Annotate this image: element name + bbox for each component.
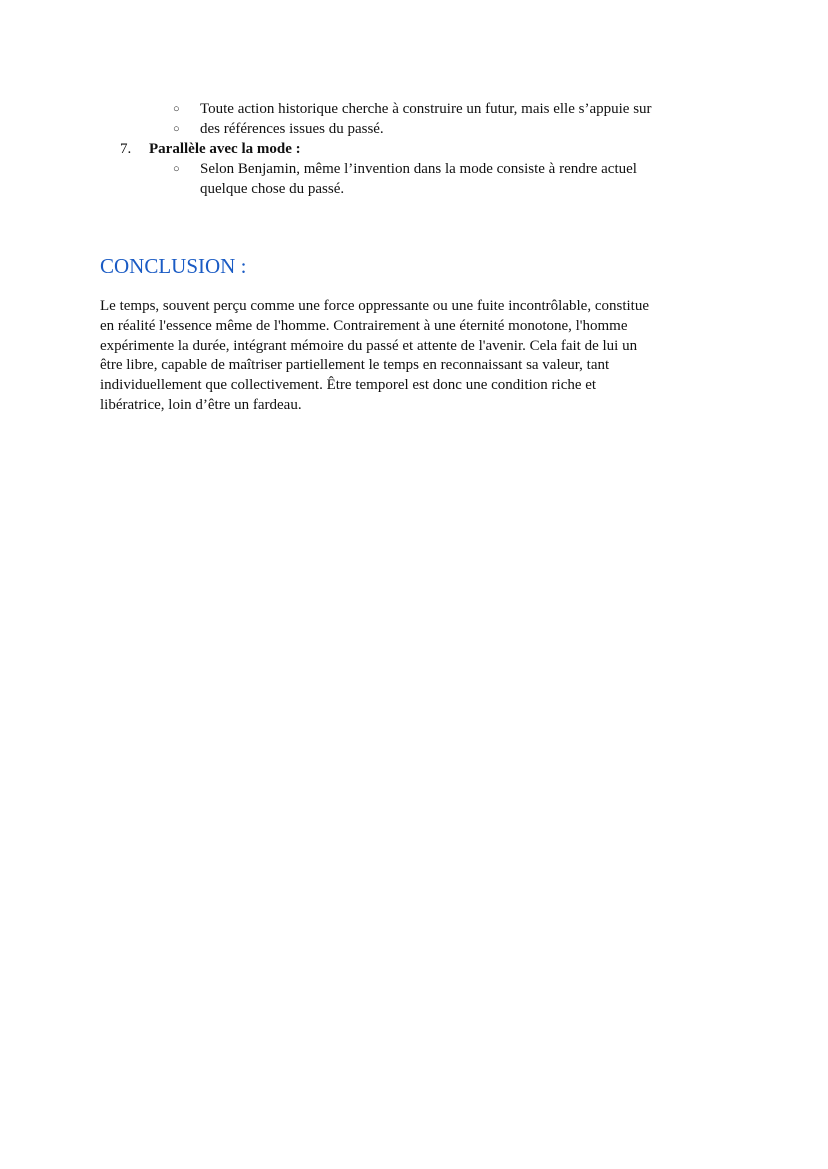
conclusion-paragraph [100,297,649,416]
bullet-icon: ○ [173,163,180,175]
paragraph-line: en réalité l'essence même de l'homme. Contrairement à une éternité monotone, l'homme [100,317,628,334]
conclusion-heading: CONCLUSION : [100,254,247,278]
paragraph-line: être libre, capable de maîtriser partiellement le temps en reconnaissant sa valeur, tant [100,357,610,374]
paragraph-line: libératrice, loin d’être un fardeau. [100,396,302,413]
bullet-icon: ○ [173,123,180,135]
bullet-icon: ○ [173,103,180,115]
paragraph-line: Le temps, souvent perçu comme une force oppressante ou une fuite incontrôlable, constitue [100,298,649,314]
list-item: Toute action historique cherche à construire un futur, mais elle s’appuie sur [200,101,652,117]
list-item: Selon Benjamin, même l’invention dans la mode consiste à rendre actuel [200,161,637,177]
list-item-continuation: quelque chose du passé. [200,181,345,197]
paragraph-line: expérimente la durée, intégrant mémoire du passé et attente de l'avenir. Cela fait de lui un [100,337,638,354]
list-item: des références issues du passé. [200,121,384,137]
list-item-title: Parallèle avec la mode : [149,141,301,157]
list-number: 7. [120,141,132,157]
paragraph-line: individuellement que collectivement. Être temporel est donc une condition riche et [100,377,597,394]
